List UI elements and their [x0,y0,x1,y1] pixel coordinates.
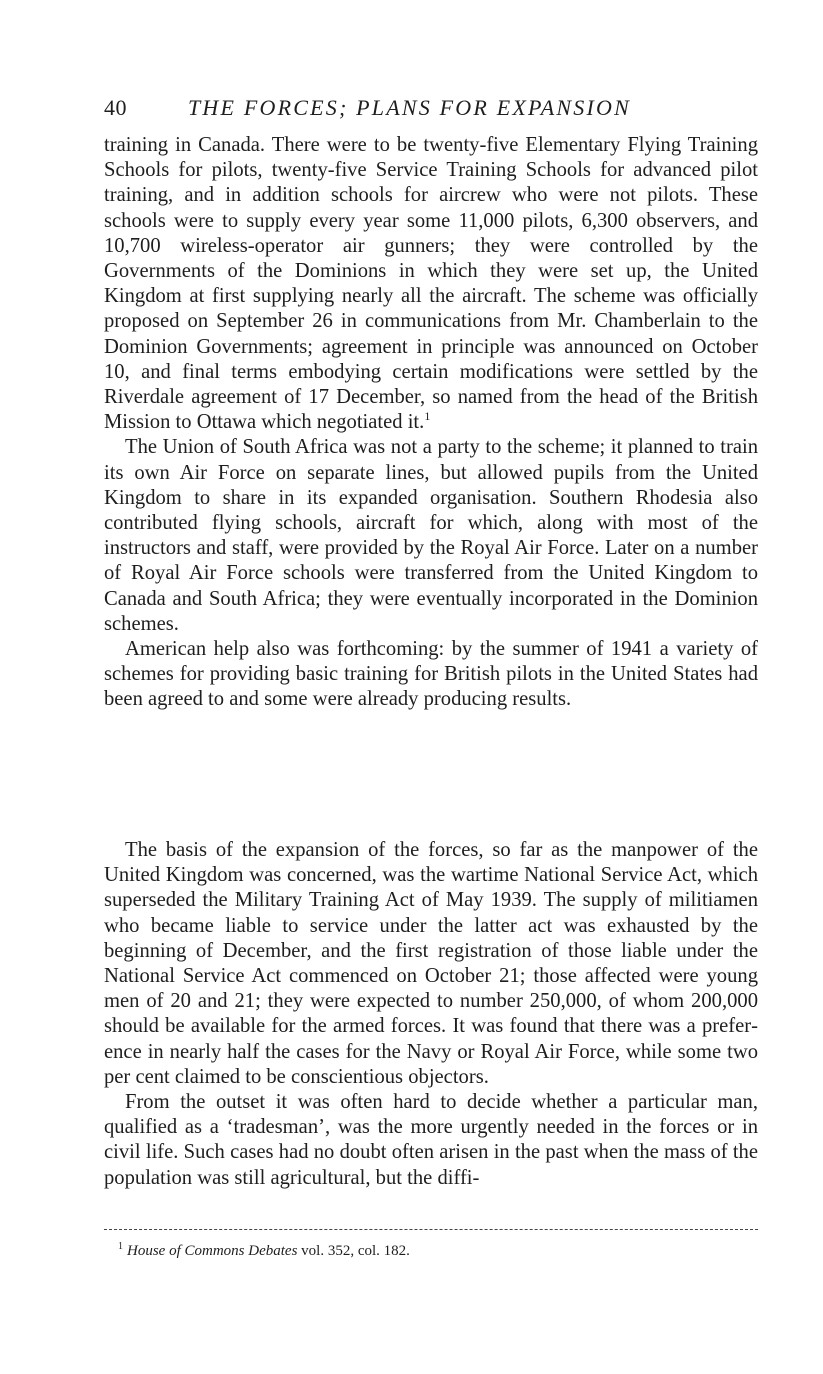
paragraph-text: training in Canada. There were to be twenty-five Elementary Flying Training Schools for pilots, twenty-five Service Training Schools for advanced pilot training, and in addition schools for aircrew who were not pilots. These schools were to supply every year some 11,000 pilots, 6,300 observers, and 10,700 wireless-operator air gunners; they were controlled by the Governments of the Dominions in which they were set up, the United Kingdom at first supplying nearly all the aircraft. The scheme was officially proposed on September 26 in communications from Mr. Chamberlain to the Dominion Governments; agreement in principle was announced on October 10, and final terms embodying certain modifications were settled by the Riverdale agreement of 17 December, so named from the head of the British Mission to Ottawa which negotiated it. [104,134,758,434]
paragraph-national-service-act [104,838,758,1090]
footnote-1 [118,1241,410,1261]
paragraph-text: American help also was forthcoming: by the summer of 1941 a variety of schemes for providing basic training for British pilots in the United States had been agreed to and some were already producing results. [104,638,758,711]
paragraph-canada-training [104,133,758,435]
paragraph-text: The Union of South Africa was not a party to the scheme; it planned to train its own Air Force on separate lines, but allowed pupils from the United Kingdom to share in its expanded organisation. Southern Rhodesia also contributed flying schools, aircraft for which, along with most of the instructors and staff, were provided by the Royal Air Force. Later on a number of Royal Air Force schools were transferred from the United Kingdom to Canada and South Africa; they were eventually incorporated in the Dominion schemes. [104,436,758,635]
footnote-citation: vol. 352, col. 182. [297,1243,410,1259]
body-section-1 [104,133,758,713]
body-section-2 [104,838,758,1191]
footnote-source-title: House of Commons Debates [127,1243,298,1259]
paragraph-text: From the outset it was often hard to decide whether a particular man, qualified as a ‘tradesman’, was the more urgently needed in the forces or in civil life. Such cases had no doubt often arisen in the past when the mass of the population was still agricultural, but the diffi- [104,1091,758,1189]
paragraph-south-africa [104,435,758,637]
running-title: THE FORCES; PLANS FOR EXPANSION [188,95,631,120]
paragraph-tradesman [104,1090,758,1191]
paragraph-text: The basis of the expansion of the forces, so far as the manpower of the United Kingdom was concerned, was the wartime National Service Act, which superseded the Military Training Act of May 1939. The supply of militiamen who became liable to service under the latter act was exhausted by the beginning of December, and the first registration of those liable under the National Service Act commenced on October 21; those affected were young men of 20 and 21; they were expected to number 250,000, of whom 200,000 should be available for the armed forces. It was found that there was a preference in nearly half the cases for the Navy or Royal Air Force, while some two per cent claimed to be conscientious objectors. [104,839,758,1088]
paragraph-american-help [104,637,758,713]
footnote-mark: 1 [118,1241,123,1252]
footnote-divider [104,1229,758,1230]
page-number: 40 [104,95,127,120]
running-head [104,93,758,123]
footnote-reference[interactable]: 1 [424,409,431,424]
